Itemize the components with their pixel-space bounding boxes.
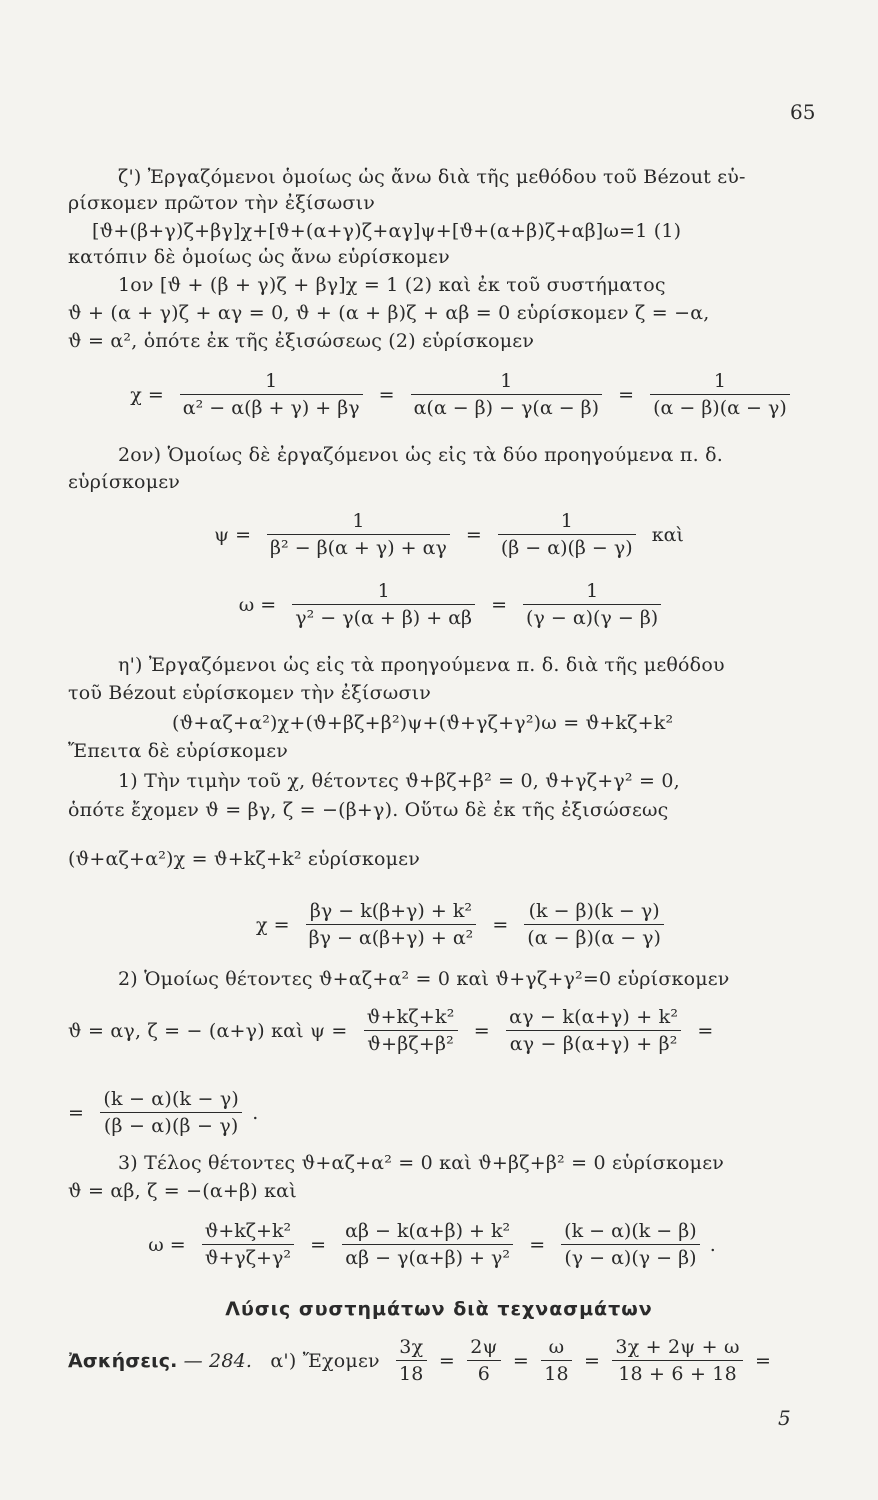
fraction [267, 510, 450, 559]
text-line: 1ον [ϑ + (β + γ)ζ + βγ]χ = 1 (2) καὶ ἐκ τοῦ συστήματος [118, 274, 666, 296]
equation-chi: χ = $\frac{1}{\text{α² − α(β + γ) + βγ}}$ = $\frac{1}{\alpha(\alpha - \beta) - \gamma(\alpha - \beta)}$ = $\frac{1}{(\alpha - \beta)(\alpha - \gamma)}$ [20, 370, 878, 419]
numerator: 1 [523, 580, 661, 605]
exercise-part: α') Ἔχομεν [270, 1349, 380, 1372]
fraction [292, 580, 475, 629]
fraction [506, 1006, 681, 1055]
numerator: βγ − k(β+γ) + k² [306, 900, 477, 925]
denominator: γ² − γ(α + β) + αβ [295, 607, 473, 629]
fraction [524, 900, 664, 949]
page-number: 65 [790, 100, 816, 124]
denominator: ϑ+βζ+β² [367, 1033, 455, 1055]
text-line: 3) Τέλος θέτοντες ϑ+αζ+α² = 0 καὶ ϑ+βζ+β² = 0 εὑρίσκομεν [118, 1152, 725, 1174]
text-line: 2) Ὁμοίως θέτοντες ϑ+αζ+α² = 0 καὶ ϑ+γζ+γ²=0 εὑρίσκομεν [118, 968, 730, 990]
numerator: 1 [411, 370, 602, 395]
text-line: ζ') Ἐργαζόμενοι ὁμοίως ὡς ἄνω διὰ τῆς μεθόδου τοῦ Bézout εὑ- [118, 166, 746, 188]
equation-lhs: ω = [238, 593, 277, 616]
text-line: ϑ = α², ὁπότε ἐκ τῆς ἐξισώσεως (2) εὑρίσκομεν [68, 330, 535, 352]
denominator: βγ − α(β+γ) + α² [308, 927, 474, 949]
denominator: ϑ+γζ+γ² [204, 1247, 291, 1269]
exercise-label: Ἀσκήσεις. [68, 1349, 178, 1372]
fraction [541, 1336, 572, 1385]
numerator: 1 [498, 510, 636, 535]
denominator: (α − β)(α − γ) [653, 397, 787, 419]
equation-chi-2: χ = $\frac{\text{βγ − k(β+γ) + k²}}{\text{βγ − α(β+γ) + α²}}$ = $\frac{(k - \beta)(k - \gamma)}{(\alpha - \beta)(\alpha - \gamma)}$ [20, 900, 878, 949]
text-line: ϑ = αβ, ζ = −(α+β) καὶ [68, 1180, 297, 1202]
fraction [498, 510, 636, 559]
fraction [561, 1220, 700, 1269]
denominator: (γ − α)(γ − β) [564, 1247, 697, 1269]
denominator: 6 [477, 1363, 491, 1385]
equation-tail: καὶ [651, 523, 684, 546]
equation-lhs: χ = [130, 383, 164, 406]
denominator: αγ − β(α+γ) + β² [509, 1033, 678, 1055]
denominator: (α − β)(α − γ) [527, 927, 661, 949]
text-line: 2ον) Ὁμοίως δὲ ἐργαζόμενοι ὡς εἰς τὰ δύο προηγούμενα π. δ. [118, 444, 723, 466]
numerator: 2ψ [467, 1336, 500, 1361]
denominator: (β − α)(β − γ) [103, 1115, 239, 1137]
numerator: αβ − k(α+β) + k² [342, 1220, 513, 1245]
equation-psi-2-cont: = $\frac{(k - \alpha)(k - \gamma)}{(\beta - \alpha)(\beta - \gamma)}$ . [68, 1088, 259, 1137]
fraction [306, 900, 477, 949]
fraction [612, 1336, 742, 1385]
denominator: (β − α)(β − γ) [500, 537, 633, 559]
footer-mark: 5 [778, 1406, 791, 1430]
denominator: 18 + 6 + 18 [618, 1363, 737, 1385]
numerator: (k − β)(k − γ) [524, 900, 664, 925]
numerator: 3χ + 2ψ + ω [612, 1336, 742, 1361]
numerator: αγ − k(α+γ) + k² [506, 1006, 681, 1031]
fraction [523, 580, 661, 629]
exercise-284: Ἀσκήσεις. — 284. α') Ἔχομεν $\frac{3\chi}{18}$ = $\frac{2\psi}{6}$ = $\frac{\omega}{18}$ = $\frac{3\chi + 2\psi + \omega}{18 + 6 + 18}$ = [68, 1336, 772, 1385]
denominator: 18 [544, 1363, 569, 1385]
text-line: Ἔπειτα δὲ εὑρίσκομεν [68, 740, 289, 762]
numerator: 1 [292, 580, 475, 605]
equation-lhs: ω = [148, 1233, 186, 1256]
numerator: ϑ+kζ+k² [202, 1220, 294, 1245]
equation-lhs: ϑ = αγ, ζ = − (α+γ) καὶ ψ = [68, 1019, 348, 1042]
numerator: ϑ+kζ+k² [364, 1006, 458, 1031]
numerator: 1 [650, 370, 790, 395]
denominator: 18 [399, 1363, 424, 1385]
fraction [364, 1006, 458, 1055]
fraction [342, 1220, 513, 1269]
numerator: (k − α)(k − β) [561, 1220, 700, 1245]
denominator: α(α − β) − γ(α − β) [413, 397, 600, 419]
equation-omega: ω = $\frac{1}{\text{γ² − γ(α + β) + αβ}}$ = $\frac{1}{(\gamma - \alpha)(\gamma - \beta)}$ [10, 580, 878, 629]
text-line: κατόπιν δὲ ὁμοίως ὡς ἄνω εὑρίσκομεν [68, 246, 450, 268]
fraction [467, 1336, 500, 1385]
denominator: β² − β(α + γ) + αγ [270, 537, 447, 559]
text-line: τοῦ Bézout εὑρίσκομεν τὴν ἐξίσωσιν [68, 682, 432, 704]
equation-lhs: χ = [256, 913, 290, 936]
numerator: 1 [267, 510, 450, 535]
text-line: ρίσκομεν πρῶτον τὴν ἐξίσωσιν [68, 192, 376, 214]
fraction [202, 1220, 294, 1269]
denominator: α² − α(β + γ) + βγ [182, 397, 360, 419]
fraction [650, 370, 790, 419]
text-line: ὁπότε ἔχομεν ϑ = βγ, ζ = −(β+γ). Οὕτω δὲ ἐκ τῆς ἐξισώσεως [68, 799, 669, 821]
fraction [411, 370, 602, 419]
equation-psi-2: ϑ = αγ, ζ = − (α+γ) καὶ ψ = $\frac{\text{ϑ+kζ+k²}}{\text{ϑ+βζ+β²}}$ = $\frac{\text{αγ − k(α+γ) + k²}}{\text{αγ − β(α+γ) + β²}}$ = [68, 1006, 714, 1055]
fraction [100, 1088, 242, 1137]
equation-psi: ψ = $\frac{1}{\text{β² − β(α + γ) + αγ}}$ = $\frac{1}{(\beta - \alpha)(\beta - \gamma)}$ καὶ [214, 510, 684, 559]
text-line: 1) Τὴν τιμὴν τοῦ χ, θέτοντες ϑ+βζ+β² = 0, ϑ+γζ+γ² = 0, [118, 770, 680, 792]
numerator: 3χ [396, 1336, 427, 1361]
exercise-number: — 284. [183, 1349, 253, 1372]
equation-line: [ϑ+(β+γ)ζ+βγ]χ+[ϑ+(α+γ)ζ+αγ]ψ+[ϑ+(α+β)ζ+αβ]ω=1 (1) [92, 220, 682, 242]
equation-lhs: ψ = [214, 523, 251, 546]
equation-line: (ϑ+αζ+α²)χ = ϑ+kζ+k² εὑρίσκομεν [68, 848, 420, 870]
section-title: Λύσις συστημάτων διὰ τεχνασμάτων [225, 1298, 653, 1320]
numerator: (k − α)(k − γ) [100, 1088, 242, 1113]
numerator: 1 [180, 370, 363, 395]
equation-omega-2: ω = $\frac{\text{ϑ+kζ+k²}}{\text{ϑ+γζ+γ²}}$ = $\frac{\text{αβ − k(α+β) + k²}}{\text{αβ − γ(α+β) + γ²}}$ = $\frac{(k - \alpha)(k - \beta)}{(\gamma - \alpha)(\gamma - \beta)}$ . [148, 1220, 716, 1269]
equation-line: (ϑ+αζ+α²)χ+(ϑ+βζ+β²)ψ+(ϑ+γζ+γ²)ω = ϑ+kζ+k² [172, 712, 674, 734]
denominator: αβ − γ(α+β) + γ² [345, 1247, 510, 1269]
fraction [396, 1336, 427, 1385]
fraction [180, 370, 363, 419]
text-line: εὑρίσκομεν [68, 471, 181, 493]
equation-line: ϑ + (α + γ)ζ + αγ = 0, ϑ + (α + β)ζ + αβ = 0 εὑρίσκομεν ζ = −α, [68, 302, 710, 324]
numerator: ω [541, 1336, 572, 1361]
denominator: (γ − α)(γ − β) [526, 607, 659, 629]
text-line: η') Ἐργαζόμενοι ὡς εἰς τὰ προηγούμενα π. δ. διὰ τῆς μεθόδου [118, 654, 725, 676]
